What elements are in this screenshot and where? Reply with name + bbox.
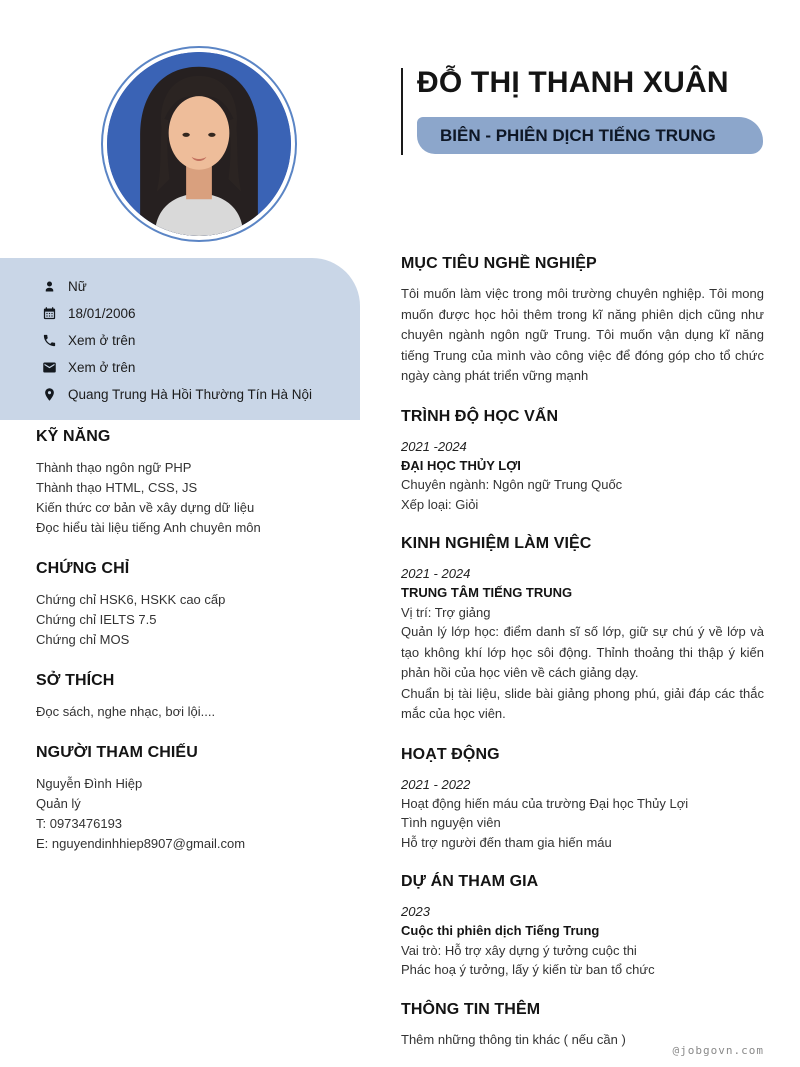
reference-phone: T: 0973476193 bbox=[36, 816, 123, 831]
section-skills bbox=[36, 428, 362, 538]
reference-email: E: nguyendinhhiep8907@gmail.com bbox=[36, 836, 246, 851]
calendar-icon bbox=[42, 306, 57, 321]
additional-info-text: Thêm những thông tin khác ( nếu cần ) bbox=[401, 1031, 626, 1047]
project-item: Vai trò: Hỗ trợ xây dựng ý tưởng cuộc thi bbox=[401, 942, 637, 958]
dob-value: 18/01/2006 bbox=[68, 306, 136, 321]
reference-role: Quản lý bbox=[36, 796, 81, 811]
profile-photo bbox=[107, 52, 291, 236]
references-heading: NGƯỜI THAM CHIẾU bbox=[36, 744, 198, 761]
info-row-dob bbox=[42, 300, 360, 327]
info-row-email bbox=[42, 354, 360, 381]
project-period: 2023 bbox=[401, 904, 430, 919]
avatar-illustration bbox=[107, 52, 291, 236]
education-heading: TRÌNH ĐỘ HỌC VẤN bbox=[401, 407, 559, 425]
objective-heading: MỤC TIÊU NGHỀ NGHIỆP bbox=[401, 255, 597, 272]
hobby-item: Đọc sách, nghe nhạc, bơi lội.... bbox=[36, 704, 216, 719]
email-value: Xem ở trên bbox=[68, 360, 136, 375]
job-title-text: BIÊN - PHIÊN DỊCH TIẾNG TRUNG bbox=[440, 125, 716, 145]
skill-item: Kiến thức cơ bản về xây dựng dữ liệu bbox=[36, 500, 255, 515]
experience-position: Vị trí: Trợ giảng bbox=[401, 604, 491, 620]
info-row-address bbox=[42, 381, 360, 408]
education-school: ĐẠI HỌC THỦY LỢI bbox=[401, 457, 521, 473]
certificate-item: Chứng chỉ IELTS 7.5 bbox=[36, 612, 157, 627]
profile-photo-ring bbox=[101, 46, 297, 242]
section-additional-info bbox=[401, 1001, 764, 1050]
phone-icon bbox=[42, 333, 57, 348]
activity-item: Tình nguyện viên bbox=[401, 815, 501, 830]
gender-value: Nữ bbox=[68, 279, 87, 294]
projects-heading: DỰ ÁN THAM GIA bbox=[401, 873, 539, 890]
section-projects bbox=[401, 873, 764, 980]
section-hobbies bbox=[36, 672, 362, 722]
envelope-icon bbox=[42, 360, 57, 375]
experience-description: Quản lý lớp học: điểm danh sĩ số lớp, giữ sự chú ý về lớp và tạo không khí lớp học sôi động. Thỉnh thoảng thi thập ý kiến phản hồi của học viên về cách giảng dạy. bbox=[401, 624, 764, 680]
education-period: 2021 -2024 bbox=[401, 438, 467, 454]
candidate-name: ĐỖ THỊ THANH XUÂN bbox=[417, 66, 729, 99]
skill-item: Thành thạo ngôn ngữ PHP bbox=[36, 460, 192, 475]
project-name: Cuộc thi phiên dịch Tiếng Trung bbox=[401, 923, 600, 938]
job-title-banner bbox=[417, 117, 763, 154]
certificate-item: Chứng chỉ HSK6, HSKK cao cấp bbox=[36, 592, 226, 607]
left-column bbox=[36, 428, 362, 876]
phone-value: Xem ở trên bbox=[68, 333, 136, 348]
activities-period: 2021 - 2022 bbox=[401, 776, 471, 792]
info-row-gender bbox=[42, 273, 360, 300]
additional-info-heading: THÔNG TIN THÊM bbox=[401, 1000, 541, 1018]
skill-item: Đọc hiểu tài liệu tiếng Anh chuyên môn bbox=[36, 520, 261, 535]
person-icon bbox=[42, 279, 57, 294]
hobbies-heading: SỞ THÍCH bbox=[36, 672, 115, 689]
activities-heading: HOẠT ĐỘNG bbox=[401, 745, 500, 763]
experience-period: 2021 - 2024 bbox=[401, 566, 471, 581]
section-education bbox=[401, 408, 764, 515]
experience-description: Chuẩn bị tài liệu, slide bài giảng phong phú, giải đáp các thắc mắc của học viên. bbox=[401, 685, 764, 721]
address-value: Quang Trung Hà Hồi Thường Tín Hà Nội bbox=[68, 387, 313, 402]
certificate-item: Chứng chỉ MOS bbox=[36, 632, 130, 647]
skill-item: Thành thạo HTML, CSS, JS bbox=[36, 480, 198, 495]
section-experience bbox=[401, 535, 764, 725]
location-pin-icon bbox=[42, 387, 57, 402]
experience-heading: KINH NGHIỆM LÀM VIỆC bbox=[401, 535, 592, 552]
activity-item: Hoạt động hiến máu của trường Đại học Thủy Lợi bbox=[401, 795, 689, 811]
objective-text: Tôi muốn làm việc trong môi trường chuyên nghiệp. Tôi mong muốn được học hỏi thêm trong kĩ năng phiên dịch cũng như chuyên ngành ngôn ngữ Trung. Tôi muốn vận dụng kĩ năng tiếng Trung của mình vào công việc để đóng góp cho tổ chức ngày càng phát triển vững mạnh bbox=[401, 286, 764, 383]
reference-name: Nguyễn Đình Hiệp bbox=[36, 776, 143, 791]
education-grade: Xếp loại: Giỏi bbox=[401, 496, 479, 512]
section-certificates bbox=[36, 560, 362, 650]
section-objective bbox=[401, 255, 764, 387]
certificates-heading: CHỨNG CHỈ bbox=[36, 560, 130, 577]
info-row-phone bbox=[42, 327, 360, 354]
project-item: Phác hoạ ý tưởng, lấy ý kiến từ ban tổ chức bbox=[401, 962, 655, 977]
activity-item: Hỗ trợ người đến tham gia hiến máu bbox=[401, 834, 612, 850]
section-activities bbox=[401, 746, 764, 853]
education-major: Chuyên ngành: Ngôn ngữ Trung Quốc bbox=[401, 477, 623, 492]
header-divider-line bbox=[401, 68, 403, 155]
skills-heading: KỸ NĂNG bbox=[36, 428, 111, 445]
section-references bbox=[36, 744, 362, 854]
personal-info-box bbox=[0, 258, 360, 420]
watermark: @jobgovn.com bbox=[672, 1044, 764, 1057]
experience-company: TRUNG TÂM TIẾNG TRUNG bbox=[401, 585, 573, 600]
right-column bbox=[401, 255, 764, 1067]
